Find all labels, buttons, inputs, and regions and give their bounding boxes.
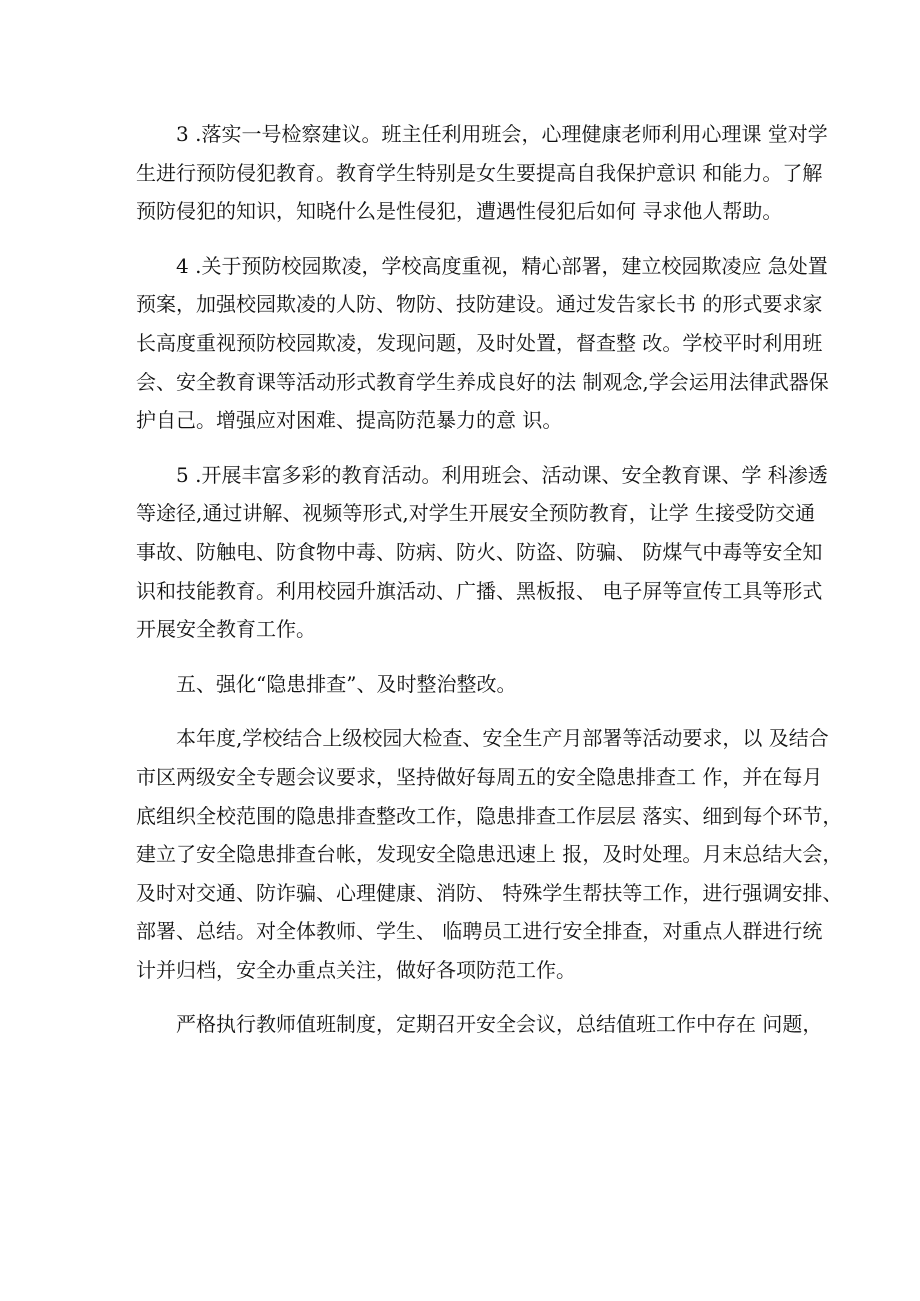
text-line: 3 .落实一号检察建议。班主任利用班会，心理健康老师利用心理课 堂对学 [176,122,828,146]
paragraph-year-summary [136,719,843,989]
document-body [136,115,843,1060]
paragraph-item-4 [136,247,829,440]
text-line: 预案，加强校园欺凌的人防、物防、技防建设。通过发告家长书 的形式要求家 [136,292,823,317]
text-line: 预防侵犯的知识，知晓什么是性侵犯，遭遇性侵犯后如何 寻求他人帮助。 [136,199,783,224]
text-line: 4 .关于预防校园欺凌，学校高度重视，精心部署，建立校园欺凌应 急处置 [176,253,828,278]
text-line: 开展安全教育工作。 [136,617,316,642]
text-line: 本年度,学校结合上级校园大检查、安全生产月部署等活动要求，以 及结合 [176,726,829,751]
text-line: 部署、总结。对全体教师、学生、 临聘员工进行安全排查，对重点人群进行统 [136,919,823,944]
text-line: 5 .开展丰富多彩的教育活动。利用班会、活动课、安全教育课、学 科渗透 [176,462,828,487]
text-line: 长高度重视预防校园欺凌，发现问题，及时处置，督查整 改。学校平时利用班 [136,330,823,355]
text-line: 市区两级安全专题会议要求，坚持做好每周五的安全隐患排查工 作，并在每月 [136,764,823,789]
section-heading [136,665,800,704]
text-line: 等途径,通过讲解、视频等形式,对学生开展安全预防教育，让学 生接受防交通 [136,501,816,526]
text-line: 及时对交通、防诈骗、心理健康、消防、 特殊学生帮扶等工作，进行强调安排、 [136,880,843,905]
paragraph-item-3 [136,115,828,231]
text-line: 护自己。增强应对困难、提高防范暴力的意 识。 [136,408,563,433]
text-line: 识和技能教育。利用校园升旗活动、广播、黑板报、 电子屏等宣传工具等形式 [136,578,823,603]
text-line: 生进行预防侵犯教育。教育学生特别是女生要提高自我保护意识 和能力。了解 [136,160,823,185]
text-line: 会、安全教育课等活动形式教育学生养成良好的法 制观念,学会运用法律武器保 [136,369,829,394]
text-line: 计并归档，安全办重点关注，做好各项防范工作。 [136,957,576,982]
text-line: 底组织全校范围的隐患排查整改工作，隐患排查工作层层 落实、细到每个环节， [136,803,843,828]
paragraph-item-5 [136,456,828,649]
text-line: 严格执行教师值班制度，定期召开安全会议，总结值班工作中存在 问题， [176,1012,823,1037]
text-line: 建立了安全隐患排查台帐，发现安全隐患迅速上 报，及时处理。月末总结大会， [136,842,843,867]
text-line: 事故、防触电、防食物中毒、防病、防火、防盗、防骗、 防煤气中毒等安全知 [136,539,823,564]
section-heading-text: 五、强化“隐患排查”、及时整治整改。 [176,671,517,696]
paragraph-duty-system [136,1005,823,1044]
